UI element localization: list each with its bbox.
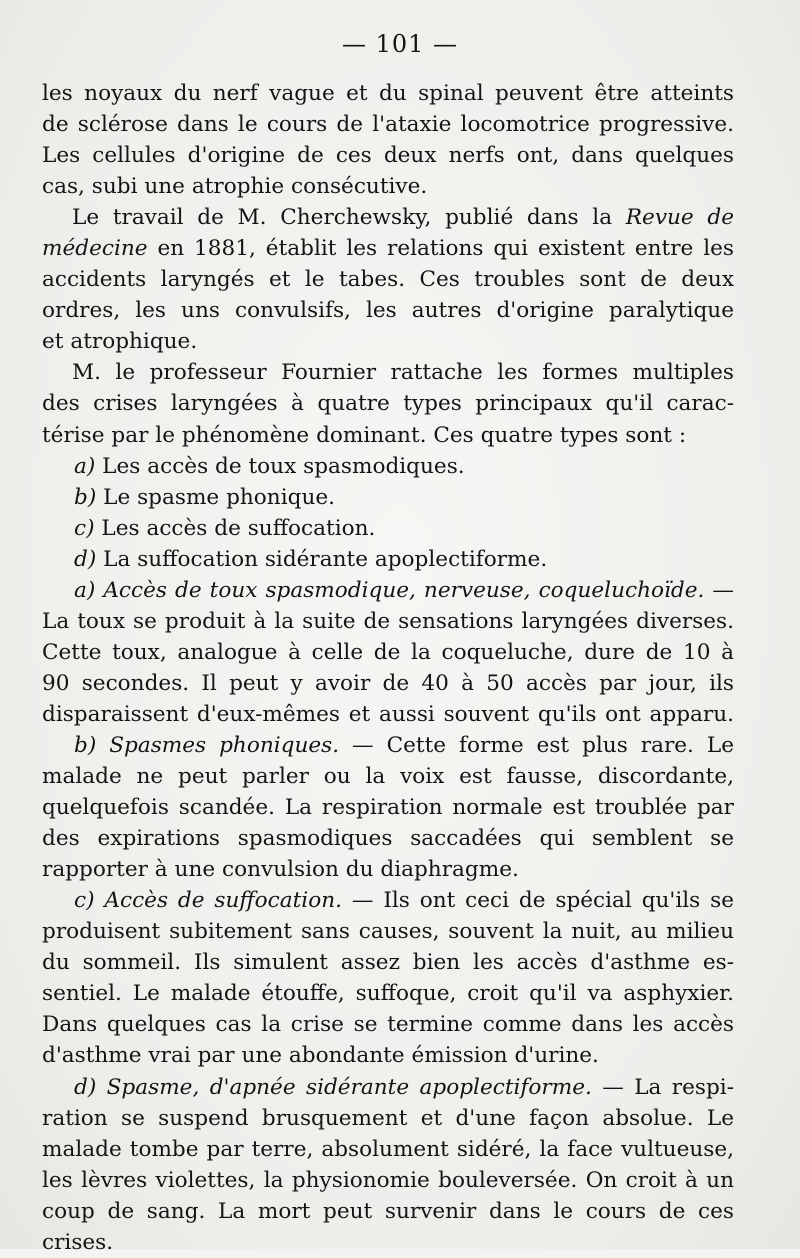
text-line: quelquefois scandée. La respiration normale est troublée par — [42, 795, 734, 821]
text-line: Dans quelques cas la crise se termine comme dans les accès — [42, 1012, 734, 1038]
text-line: M. le professeur Fournier rattache les formes multiples — [72, 360, 734, 386]
section-heading: d) Spasme, d'apnée sidérante apoplectiforme. — [74, 1074, 592, 1100]
text-segment: — La respi- — [591, 1074, 734, 1100]
text-line: sentiel. Le malade étouffe, suffoque, croit qu'il va asphyxier. — [42, 981, 734, 1007]
text-line: ordres, les uns convulsifs, les autres d'origine paralytique — [42, 298, 734, 324]
page-number: — 101 — — [341, 30, 459, 58]
text-line: les lèvres violettes, la physionomie bouleversée. On croit à un — [42, 1167, 734, 1193]
text-line: d'asthme vrai par une abondante émission d'urine. — [42, 1043, 599, 1069]
text-line: accidents laryngés et le tabes. Ces troubles sont de deux — [42, 267, 734, 293]
list-marker: b) — [74, 484, 97, 510]
text-segment: — Ils ont ceci de spécial qu'ils se — [341, 888, 734, 914]
list-marker: c) — [74, 515, 95, 541]
journal-title-continued: médecine — [42, 236, 148, 262]
section-heading: b) Spasmes phoniques. — [74, 732, 340, 758]
list-item — [42, 451, 734, 482]
text-line: des expirations spasmodiques saccadées qui semblent se — [42, 826, 734, 852]
text-line: des crises laryngées à quatre types principaux qu'il carac- — [42, 391, 734, 417]
list-marker: d) — [74, 546, 97, 572]
text-line: coup de sang. La mort peut survenir dans le cours de ces crises. — [42, 1198, 734, 1255]
text-line: malade tombe par terre, absolument sidéré, la face vultueuse, — [42, 1136, 734, 1162]
text-line: de sclérose dans le cours de l'ataxie locomotrice progressive. — [42, 112, 734, 138]
section-heading-line — [42, 575, 734, 606]
list-item-text: Le spasme phonique. — [96, 484, 335, 510]
section-heading-line — [42, 730, 734, 761]
section-heading: c) Accès de suffocation. — [74, 888, 342, 914]
text-line: 90 secondes. Il peut y avoir de 40 à 50 accès par jour, ils — [42, 670, 734, 696]
page-body — [42, 78, 735, 1255]
text-line: térise par le phénomène dominant. Ces quatre types sont : — [42, 422, 687, 448]
text-line — [42, 233, 734, 264]
text-line: disparaissent d'eux-mêmes et aussi souvent qu'ils ont apparu. — [42, 701, 734, 727]
list-marker: a) — [74, 453, 96, 479]
list-item — [42, 513, 734, 544]
text-segment: — — [704, 577, 734, 603]
list-item-text: Les accès de suffocation. — [94, 515, 376, 541]
text-line: et atrophique. — [42, 329, 198, 355]
list-item-text: Les accès de toux spasmodiques. — [95, 453, 465, 479]
text-line: du sommeil. Ils simulent assez bien les accès d'asthme es- — [42, 950, 734, 976]
text-segment: en 1881, établit les relations qui existent entre les — [147, 236, 734, 262]
journal-title: Revue de — [625, 205, 735, 231]
list-item — [42, 482, 734, 513]
section-heading-line — [42, 885, 734, 916]
list-item-text: La suffocation sidérante apoplectiforme. — [96, 546, 548, 572]
text-line — [42, 202, 734, 233]
text-line: rapporter à une convulsion du diaphragme. — [42, 857, 519, 883]
text-segment: — Cette forme est plus rare. Le — [339, 732, 734, 758]
text-segment: Le travail de M. Cherchewsky, publié dans la — [72, 205, 626, 231]
list-item — [42, 544, 734, 575]
text-line: produisent subitement sans causes, souvent la nuit, au milieu — [42, 919, 734, 945]
text-line: malade ne peut parler ou la voix est fausse, discordante, — [42, 764, 734, 790]
text-line: cas, subi une atrophie consécutive. — [42, 174, 428, 200]
section-heading-line — [42, 1072, 734, 1103]
text-line: Les cellules d'origine de ces deux nerfs ont, dans quelques — [42, 143, 734, 169]
text-line: Cette toux, analogue à celle de la coqueluche, dure de 10 à — [42, 639, 734, 665]
text-line: La toux se produit à la suite de sensations laryngées diverses. — [42, 608, 734, 634]
section-heading: a) Accès de toux spasmodique, nerveuse, coqueluchoïde. — [74, 577, 705, 603]
text-line: ration se suspend brusquement et d'une façon absolue. Le — [42, 1105, 734, 1131]
text-line: les noyaux du nerf vague et du spinal peuvent être atteints — [42, 81, 734, 106]
